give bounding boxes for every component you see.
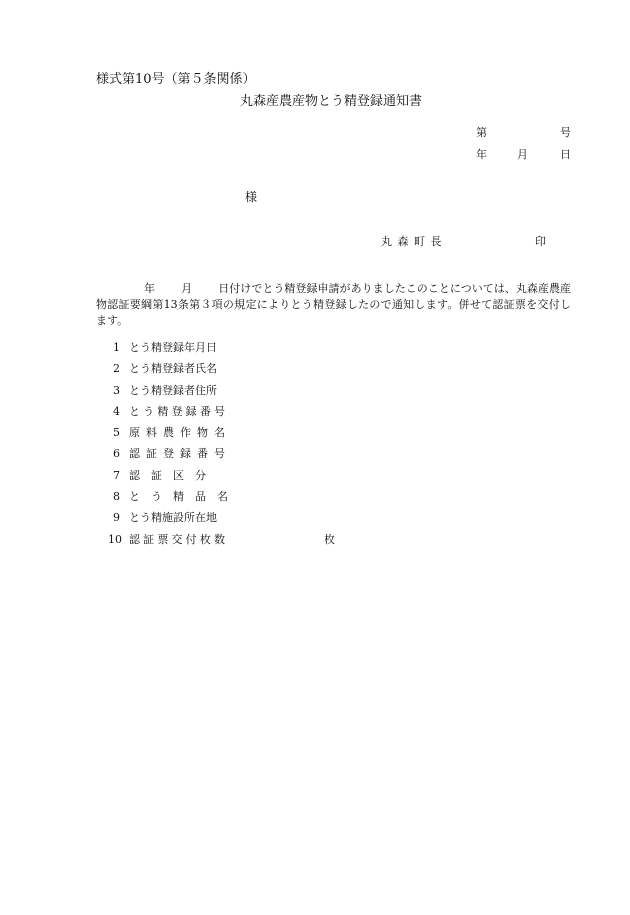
item-number: 10	[108, 532, 122, 546]
date-year: 年	[476, 148, 487, 161]
body-month: 月	[181, 282, 193, 295]
item-label: 認 証 区 分	[129, 468, 206, 482]
item-label: とう精登録者氏名	[129, 362, 217, 376]
date-month: 月	[517, 148, 528, 161]
item-suffix: 枚	[324, 532, 335, 546]
item-number: 7	[113, 468, 120, 482]
item-label: 認証票交付枚数	[129, 532, 229, 546]
issuer-name: 丸 森 町 長	[381, 235, 443, 248]
notice-body	[96, 281, 571, 329]
item-number: 5	[113, 426, 120, 440]
number-suffix: 号	[560, 126, 571, 139]
item-number: 6	[113, 447, 120, 461]
date-day: 日	[560, 148, 571, 161]
addressee-honorific: 様	[245, 190, 258, 204]
document-number-line	[476, 124, 571, 140]
item-number: 2	[113, 362, 120, 376]
number-prefix: 第	[476, 126, 487, 139]
seal-mark: 印	[535, 235, 546, 248]
body-text: 日付けでとう精登録申請がありましたこのことについては、丸森産農産物認証要綱第13条第３項の規定によりとう精登録したので通知します。併せて認証票を交付します。	[96, 282, 572, 327]
item-number: 9	[113, 511, 120, 525]
document-title: 丸森産農産物とう精登録通知書	[240, 94, 423, 109]
item-label: とう精施設所在地	[129, 511, 217, 525]
item-label: とう精登録者住所	[129, 383, 217, 397]
item-label: とう精登録番号	[129, 404, 229, 418]
document-date-line	[476, 146, 571, 162]
form-number-label: 様式第10号（第５条関係）	[96, 72, 256, 87]
item-number: 3	[113, 383, 120, 397]
item-number: 1	[113, 341, 120, 354]
body-year: 年	[144, 282, 156, 295]
item-label: と う 精 品 名	[129, 490, 228, 504]
item-label: 原料農作物名	[129, 426, 231, 440]
item-label: 認証登録番号	[129, 447, 231, 461]
item-number: 4	[113, 404, 120, 418]
item-number: 8	[113, 490, 120, 504]
item-label: とう精登録年月日	[129, 341, 217, 354]
